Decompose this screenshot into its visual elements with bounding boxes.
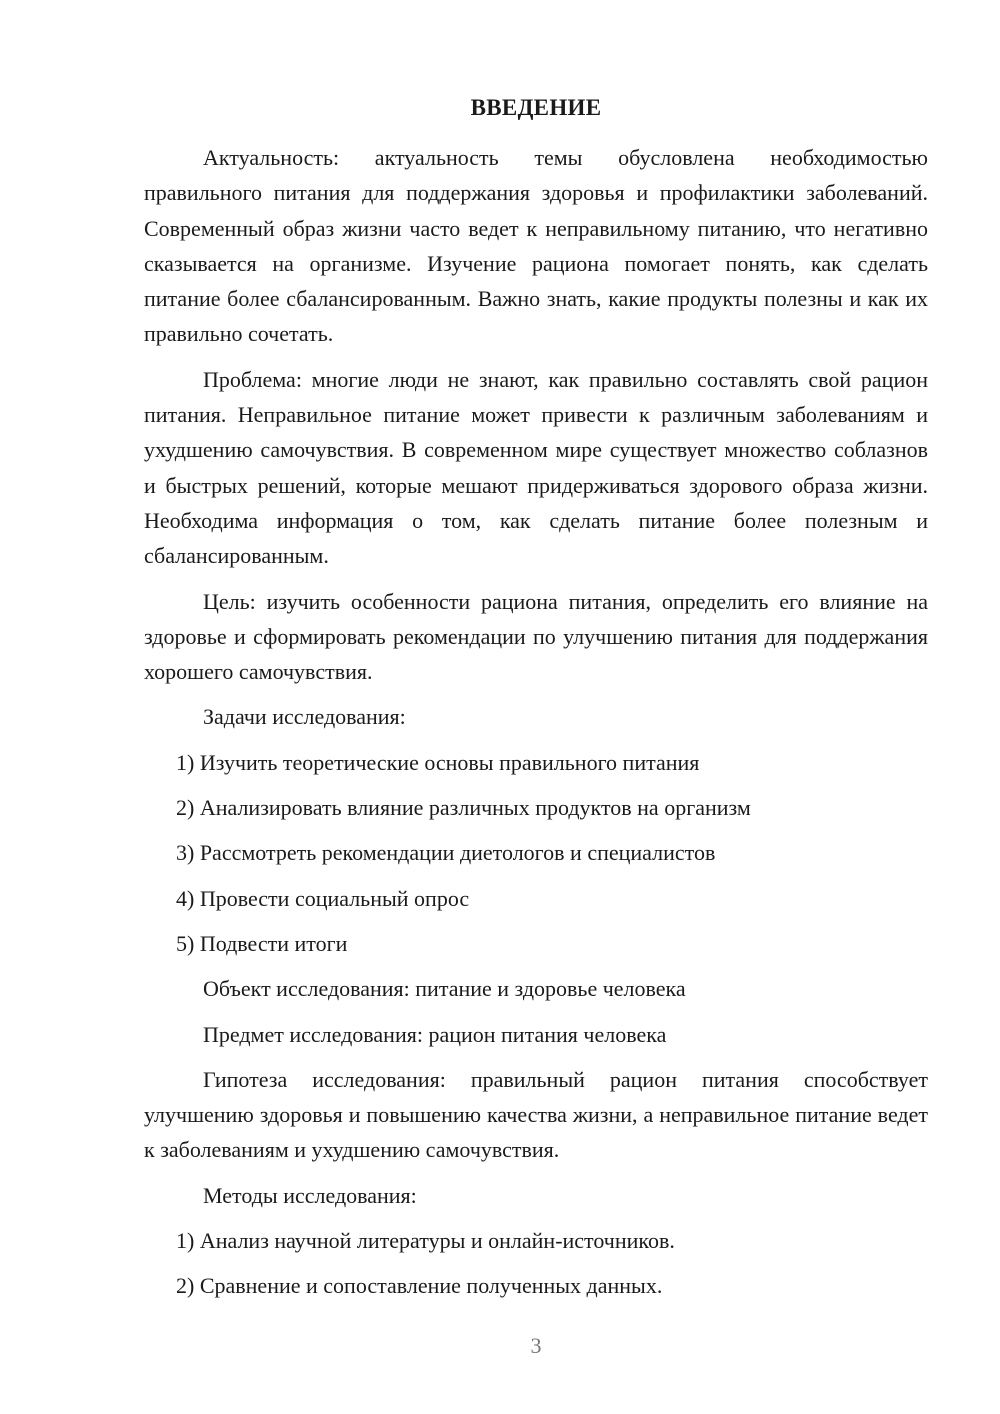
page-number: 3 bbox=[530, 1333, 542, 1358]
subject-line: Предмет исследования: рацион питания человека bbox=[203, 1021, 667, 1047]
methods-heading: Методы исследования: bbox=[203, 1182, 417, 1208]
method-item-2: 2) Сравнение и сопоставление полученных данных. bbox=[176, 1273, 663, 1299]
task-item-3: 3) Рассмотреть рекомендации диетологов и специалистов bbox=[176, 840, 716, 866]
task-item-1: 1) Изучить теоретические основы правильного питания bbox=[176, 749, 700, 775]
page-title: ВВЕДЕНИЕ bbox=[470, 95, 602, 120]
task-item-2: 2) Анализировать влияние различных продуктов на организм bbox=[176, 795, 751, 821]
methods-list bbox=[144, 1223, 928, 1304]
task-item-4: 4) Провести социальный опрос bbox=[176, 885, 470, 911]
task-item-5: 5) Подвести итоги bbox=[176, 930, 348, 956]
goal-paragraph: Цель: изучить особенности рациона питания, определить его влияние на здоровье и сформировать рекомендации по улучшению питания для поддержания хорошего самочувствия. bbox=[144, 588, 928, 685]
object-line: Объект исследования: питание и здоровье человека bbox=[203, 976, 686, 1002]
method-item-1: 1) Анализ научной литературы и онлайн-источников. bbox=[176, 1228, 675, 1254]
relevance-paragraph: Актуальность: актуальность темы обусловлена необходимостью правильного питания для поддержания здоровья и профилактики заболеваний. Современный образ жизни часто ведет к неправильному питанию, что негативно сказывается на организме. Изучение рациона помогает понять, как сделать питание более сбалансированным. Важно знать, какие продукты полезны и как их правильно сочетать. bbox=[144, 145, 928, 347]
problem-paragraph: Проблема: многие люди не знают, как правильно составлять свой рацион питания. Неправильное питание может привести к различным заболеваниям и ухудшению самочувствия. В современном мире существует множество соблазнов и быстрых решений, которые мешают придерживаться здорового образа жизни. Необходима информация о том, как сделать питание более полезным и сбалансированным. bbox=[144, 366, 928, 569]
tasks-list bbox=[144, 745, 928, 961]
tasks-heading: Задачи исследования: bbox=[203, 704, 406, 730]
body-text bbox=[144, 140, 928, 1314]
hypothesis-paragraph: Гипотеза исследования: правильный рацион питания способствует улучшению здоровья и повышению качества жизни, а неправильное питание ведет к заболеваниям и ухудшению самочувствия. bbox=[144, 1066, 928, 1163]
